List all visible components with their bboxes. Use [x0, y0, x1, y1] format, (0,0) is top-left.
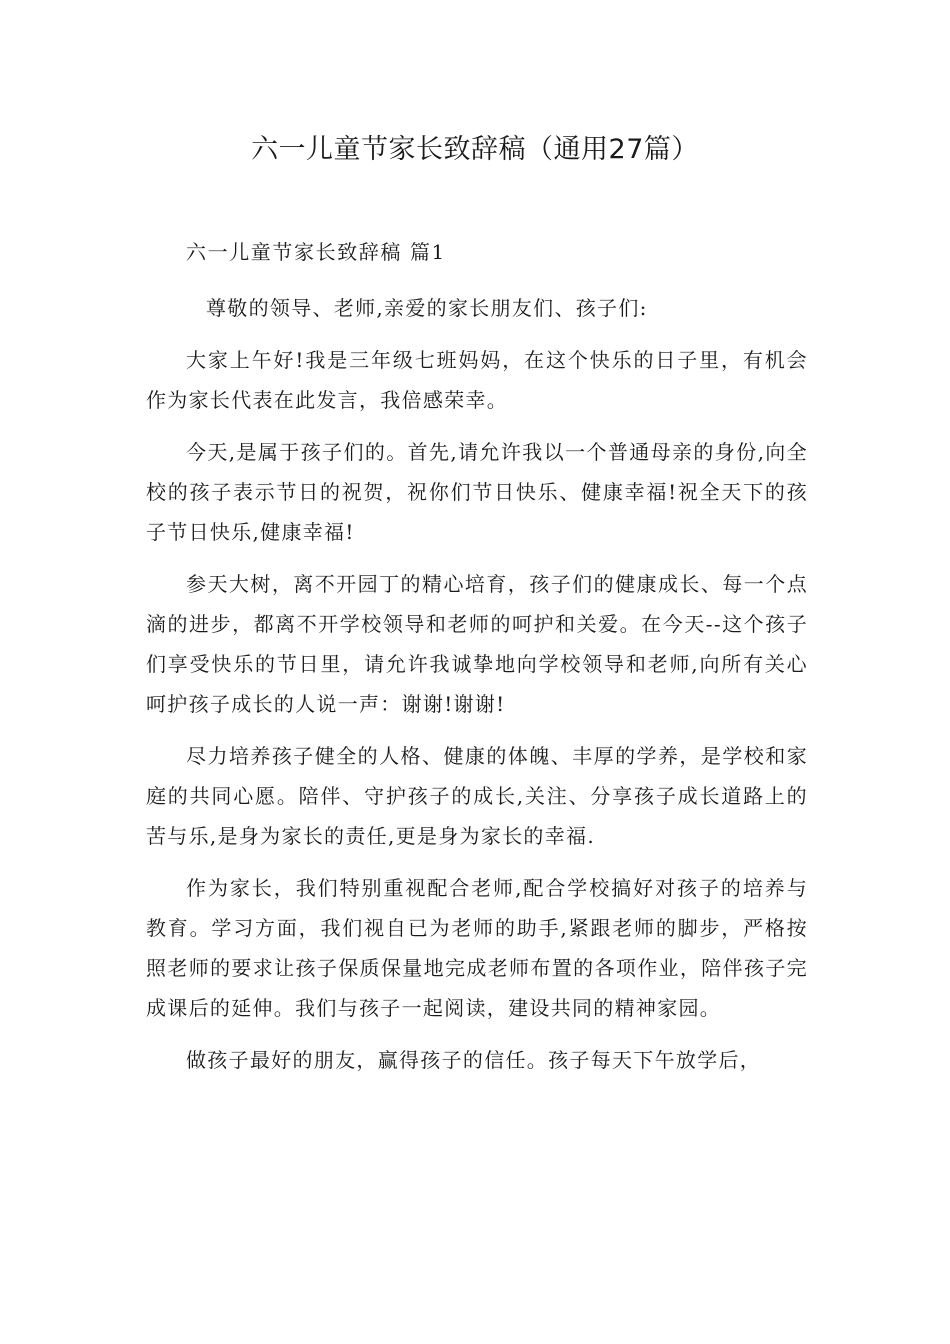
paragraph-6: 做孩子最好的朋友，赢得孩子的信任。孩子每天下午放学后， [186, 1048, 762, 1072]
section-heading: 六一儿童节家长致辞稿 篇1 [186, 240, 446, 264]
paragraph-1: 大家上午好!我是三年级七班妈妈，在这个快乐的日子里，有机会作为家长代表在此发言，我倍感荣幸。 [146, 348, 808, 412]
paragraph-5: 作为家长，我们特别重视配合老师,配合学校搞好对孩子的培养与教育。学习方面，我们视自已为老师的助手,紧跟老师的脚步，严格按照老师的要求让孩子保质保量地完成老师布置的各项作业，陪伴孩子完成课后的延伸。我们与孩子一起阅读，建设共同的精神家园。 [146, 876, 808, 1020]
paragraph-2: 今天,是属于孩子们的。首先,请允许我以一个普通母亲的身份,向全校的孩子表示节日的祝贺，祝你们节日快乐、健康幸福!祝全天下的孩子节日快乐,健康幸福! [146, 440, 808, 544]
paragraph-3: 参天大树，离不开园丁的精心培育，孩子们的健康成长、每一个点滴的进步，都离不开学校领导和老师的呵护和关爱。在今天--这个孩子们享受快乐的节日里，请允许我诚挚地向学校领导和老师,向所有关心呵护孩子成长的人说一声：谢谢!谢谢! [146, 572, 808, 716]
document-body [146, 232, 808, 1092]
document-title: 六一儿童节家长致辞稿（通用27篇） [251, 134, 699, 165]
paragraph-4: 尽力培养孩子健全的人格、健康的体魄、丰厚的学养，是学校和家庭的共同心愿。陪伴、守护孩子的成长,关注、分享孩子成长道路上的苦与乐,是身为家长的责任,更是身为家长的幸福. [146, 744, 808, 848]
salutation: 尊敬的领导、老师,亲爱的家长朋友们、孩子们: [206, 296, 648, 320]
